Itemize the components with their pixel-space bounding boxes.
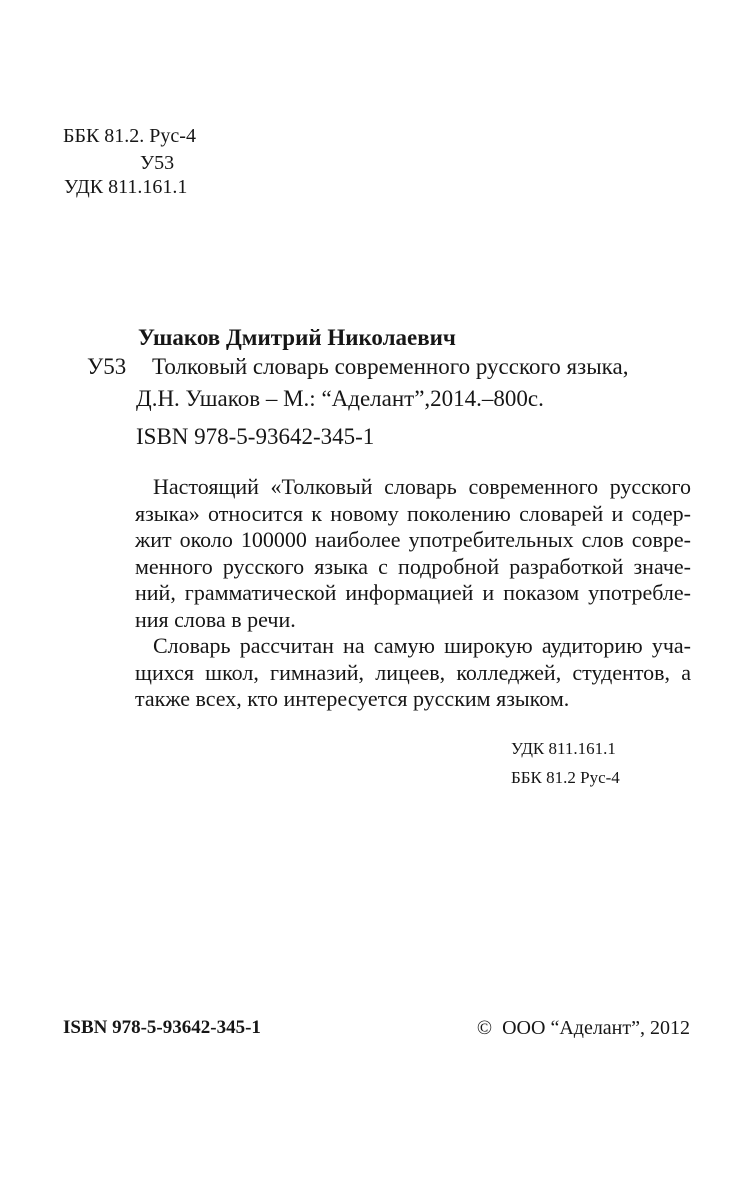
udk-code-right: УДК 811.161.1 xyxy=(511,739,616,758)
footer-isbn: ISBN 978-5-93642-345-1 xyxy=(63,1017,261,1038)
udk-code-top: УДК 811.161.1 xyxy=(64,176,188,198)
annotation-paragraph-1 xyxy=(135,474,691,633)
annotation-text xyxy=(135,474,691,713)
annotation-line: языка» относится к новому поколению словарей и содер- xyxy=(135,500,691,526)
author-name: Ушаков Дмитрий Николаевич xyxy=(138,325,456,350)
annotation-line: щихся школ, гимназий, лицеев, колледжей, студентов, а xyxy=(135,659,691,685)
author-sign-top: У53 xyxy=(140,152,175,174)
annotation-line: Настоящий «Толковый словарь современного русского xyxy=(153,474,691,499)
author-sign: У53 xyxy=(87,354,127,379)
footer-copyright: © ООО “Аделант”, 2012 xyxy=(476,1017,690,1039)
annotation-line: также всех, кто интересуется русским языком. xyxy=(135,686,570,711)
annotation-line: Словарь рассчитан на самую широкую аудиторию уча- xyxy=(153,633,691,658)
isbn-number: ISBN 978-5-93642-345-1 xyxy=(136,424,375,449)
annotation-paragraph-2 xyxy=(135,633,691,713)
bbk-code-right: ББК 81.2 Рус-4 xyxy=(511,768,620,787)
bibliographic-publisher: Д.Н. Ушаков – М.: “Аделант”,2014.–800с. xyxy=(136,386,544,411)
annotation-line: ния слова в речи. xyxy=(135,606,296,632)
bibliographic-title: Толковый словарь современного русского языка, xyxy=(152,354,629,379)
annotation-line: ний, грамматической информацией и показом употребле- xyxy=(135,580,691,605)
bbk-code-top: ББК 81.2. Рус-4 xyxy=(63,125,196,147)
annotation-line: менного русского языка с подробной разработкой значе- xyxy=(135,553,691,579)
annotation-line: жит около 100000 наиболее употребительных слов совре- xyxy=(135,527,691,552)
